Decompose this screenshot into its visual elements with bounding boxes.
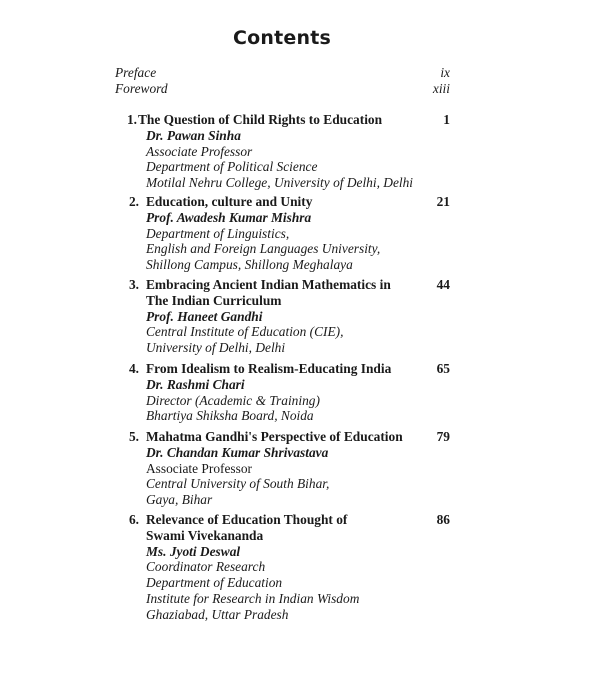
- entry-body: [146, 512, 436, 623]
- page-title: Contents: [232, 27, 331, 49]
- front-matter-page: xiii: [432, 81, 450, 96]
- entry-author: Prof. Haneet Gandhi: [146, 308, 263, 324]
- entry-affiliation: Department of Linguistics,: [146, 225, 290, 241]
- entry-affiliation: Coordinator Research: [146, 559, 266, 575]
- entry-title: Relevance of Education Thought of: [146, 512, 348, 527]
- entry-body: [138, 112, 428, 191]
- entry-page: 21: [436, 194, 450, 209]
- entry-number: 6.: [128, 512, 139, 527]
- entry-body: [146, 361, 436, 424]
- entry-author: Dr. Pawan Sinha: [146, 127, 241, 143]
- entry-author: Prof. Awadesh Kumar Mishra: [146, 209, 312, 225]
- entry-title: From Idealism to Realism-Educating India: [146, 361, 392, 376]
- entry-page: 79: [436, 429, 450, 444]
- entry-body: [146, 277, 436, 356]
- entry-page: 65: [436, 361, 450, 376]
- entry-affiliation: Shillong Campus, Shillong Meghalaya: [146, 257, 353, 273]
- entry-title: The Indian Curriculum: [146, 292, 282, 308]
- entry-affiliation: Department of Education: [146, 575, 283, 591]
- entry-affiliation: Institute for Research in Indian Wisdom: [146, 590, 360, 606]
- entry-title: The Question of Child Rights to Education: [138, 112, 383, 127]
- entry-title: Education, culture and Unity: [146, 194, 313, 209]
- entry-number: 4.: [128, 361, 139, 376]
- entry-page: 44: [436, 277, 450, 292]
- entry-affiliation: Department of Political Science: [146, 159, 318, 175]
- entry-number: 2.: [128, 194, 139, 209]
- front-matter-label: Preface: [115, 65, 157, 80]
- entry-title: Mahatma Gandhi's Perspective of Education: [146, 429, 403, 444]
- front-matter-page: ix: [440, 65, 450, 80]
- entry-title: Embracing Ancient Indian Mathematics in: [146, 277, 391, 292]
- entry-author: Dr. Chandan Kumar Shrivastava: [146, 444, 329, 460]
- entry-number: 5.: [128, 429, 139, 444]
- entry-number: 1.: [126, 112, 137, 127]
- entry-author: Ms. Jyoti Deswal: [146, 543, 241, 559]
- entry-page: 1: [443, 112, 450, 127]
- entry-affiliation: Gaya, Bihar: [146, 492, 213, 508]
- entry-affiliation: Central Institute of Education (CIE),: [146, 324, 344, 340]
- entry-affiliation: English and Foreign Languages University,: [146, 241, 381, 257]
- entry-affiliation: Associate Professor: [146, 143, 253, 159]
- front-matter-label: Foreword: [115, 81, 168, 96]
- entry-affiliation: Central University of South Bihar,: [146, 476, 330, 492]
- entry-affiliation: Bhartiya Shiksha Board, Noida: [146, 408, 314, 424]
- entry-body: [146, 194, 436, 273]
- entry-body: [146, 429, 436, 508]
- entry-affiliation: Ghaziabad, Uttar Pradesh: [146, 606, 289, 622]
- entry-affiliation: University of Delhi, Delhi: [146, 340, 286, 356]
- entry-author: Dr. Rashmi Chari: [146, 376, 245, 392]
- entry-page: 86: [436, 512, 450, 527]
- entry-affiliation: Associate Professor: [146, 460, 252, 476]
- entry-title: Swami Vivekananda: [146, 527, 264, 543]
- entry-affiliation: Motilal Nehru College, University of Delhi, Delhi: [146, 175, 414, 191]
- entry-number: 3.: [128, 277, 139, 292]
- entry-affiliation: Director (Academic & Training): [146, 392, 320, 408]
